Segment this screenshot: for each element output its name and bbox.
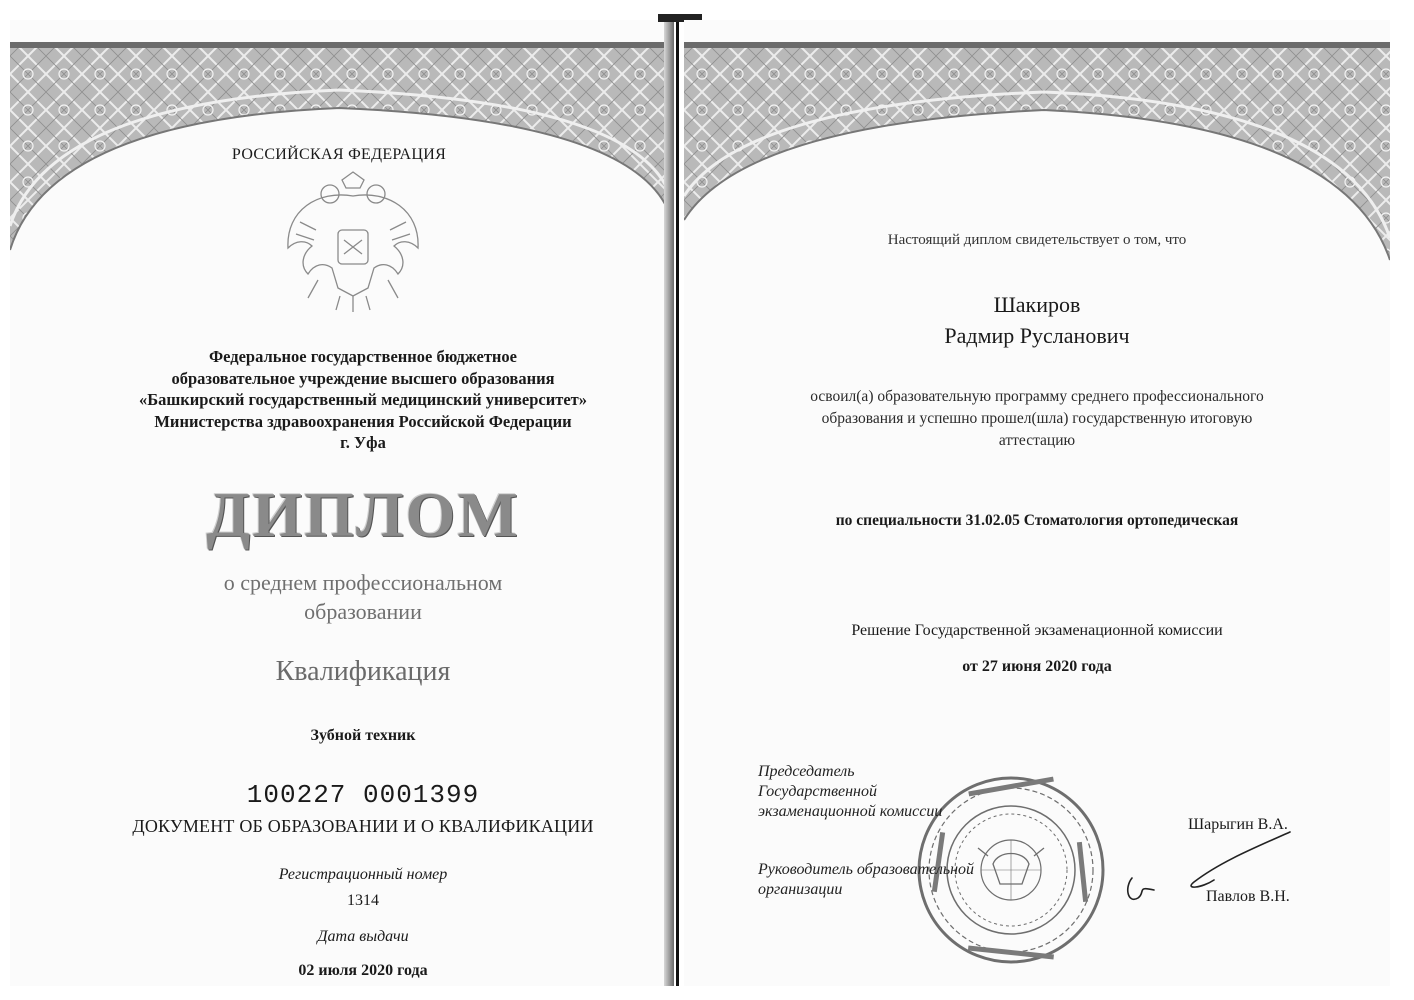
coat-of-arms-emblem [278,170,428,315]
diploma-subtitle [10,568,668,626]
registration-number: 1314 [347,892,379,909]
program-statement [684,386,1390,452]
series-number: 100227 0001399 [246,780,480,810]
registration-number-label: Регистрационный номер [278,866,448,883]
chair-signature-name: Шарыгин В.А. [1188,816,1288,833]
certification-statement: Настоящий диплом свидетельствует о том, что [887,232,1187,248]
program-statement-line: образования и успешно прошел(шла) государственную итоговую [821,410,1253,427]
head-role-line: организации [758,881,843,898]
program-statement-line: аттестацию [998,432,1076,449]
institution-city: г. Уфа [340,433,386,452]
specialty: по специальности 31.02.05 Стоматология ортопедическая [835,512,1239,529]
institution-line: «Башкирский государственный медицинский университет» [138,390,588,409]
graduate-given-names: Радмир Русланович [944,323,1130,348]
diploma-subtitle-line: образовании [304,599,422,624]
issue-date-label: Дата выдачи [317,928,409,945]
diploma-title: ДИПЛОМ [206,479,520,550]
program-statement-line: освоил(а) образовательную программу среднего профессионального [810,388,1264,405]
institution-line: образовательное учреждение высшего образования [171,368,555,388]
chair-role-line: экзаменационной комиссии [758,803,943,820]
country-heading: РОССИЙСКАЯ ФЕДЕРАЦИЯ [231,146,447,163]
institution-line: Министерства здравоохранения Российской Федерации [154,411,572,431]
diploma-left-page [10,20,668,986]
head-role [758,860,974,900]
qualification-label: Квалификация [275,656,451,687]
chair-role [758,762,942,822]
issue-date: 02 июля 2020 года [298,962,428,979]
diploma-right-page [684,20,1390,986]
institution-name-block [10,346,668,454]
chair-role-line: Председатель [758,763,855,780]
qualification-value: Зубной техник [310,727,416,744]
graduate-surname: Шакиров [993,292,1081,317]
commission-decision: Решение Государственной экзаменационной комиссии [851,622,1223,639]
head-role-line: Руководитель образовательной [758,861,975,878]
chair-role-line: Государственной [758,783,877,800]
spine-fold [676,20,679,986]
head-signature-name: Павлов В.Н. [1206,888,1290,905]
diploma-subtitle-line: о среднем профессиональном [223,570,503,595]
decision-date: от 27 июня 2020 года [962,658,1112,675]
institution-line: Федеральное государственное бюджетное [208,347,518,366]
spine-shadow [664,20,674,986]
document-type: ДОКУМЕНТ ОБ ОБРАЗОВАНИИ И О КВАЛИФИКАЦИИ [132,816,594,836]
